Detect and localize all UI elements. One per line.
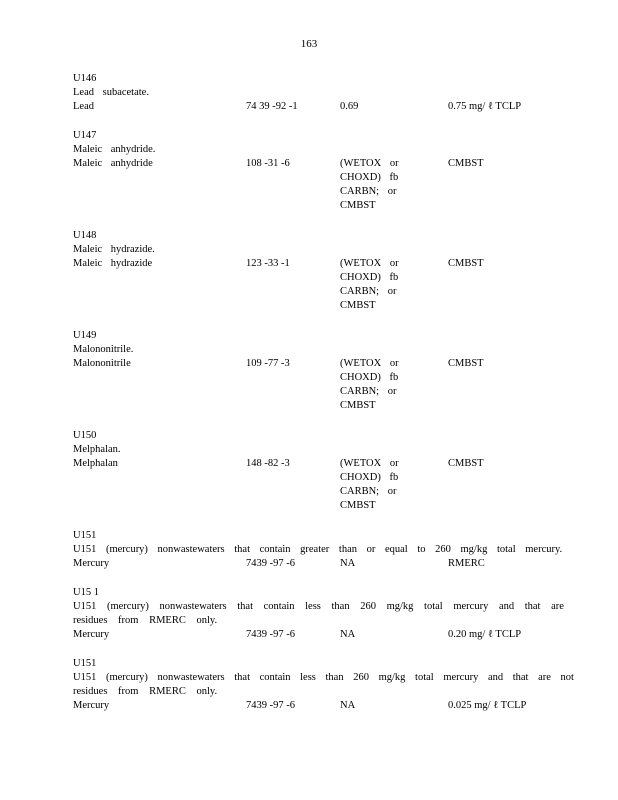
constituent-name: Mercury (73, 558, 110, 569)
waste-description-line-2: residues from RMERC only. (73, 686, 218, 697)
waste-description: U151 (mercury) nonwastewaters that contain greater than or equal to 260 mg/kg total mercury. (73, 544, 563, 555)
constituent-row (73, 100, 553, 114)
wastewater-standard: NA (340, 558, 356, 569)
nonwastewater-standard: 0.75 mg/ ℓ TCLP (448, 101, 522, 112)
wastewater-standard: (WETOX or CHOXD) fb CARBN; or CMBST (340, 158, 399, 211)
wastewater-standard: 0.69 (340, 101, 359, 112)
waste-entry-u146 (73, 72, 553, 114)
cas-number: 7439 -97 -6 (246, 700, 295, 711)
waste-description: Melphalan. (73, 444, 121, 455)
page-number: 163 (300, 38, 318, 50)
waste-code: U151 (73, 658, 97, 669)
waste-entry-u151-not-rmerc-residues (73, 657, 574, 713)
cas-number: 123 -33 -1 (246, 258, 290, 269)
cas-number: 108 -31 -6 (246, 158, 290, 169)
constituent-name: Melphalan (73, 458, 118, 469)
constituent-row (73, 628, 553, 642)
waste-entry-u149 (73, 329, 553, 413)
waste-code: U149 (73, 330, 97, 341)
nonwastewater-standard: CMBST (448, 358, 484, 369)
cas-number: 109 -77 -3 (246, 358, 290, 369)
waste-code: U150 (73, 430, 97, 441)
nonwastewater-standard: 0.20 mg/ ℓ TCLP (448, 629, 522, 640)
waste-entry-u147 (73, 129, 553, 213)
constituent-name: Maleic hydrazide (73, 258, 153, 269)
waste-code: U151 (73, 530, 97, 541)
constituent-row (73, 157, 553, 213)
wastewater-standard: NA (340, 700, 356, 711)
constituent-row (73, 457, 553, 513)
waste-code: U146 (73, 73, 97, 84)
waste-code: U148 (73, 230, 97, 241)
wastewater-standard: (WETOX or CHOXD) fb CARBN; or CMBST (340, 358, 399, 411)
nonwastewater-standard: CMBST (448, 458, 484, 469)
cas-number: 74 39 -92 -1 (246, 101, 298, 112)
waste-entry-u151-rmerc-residues (73, 586, 564, 642)
waste-description: Lead subacetate. (73, 87, 149, 98)
wastewater-standard: (WETOX or CHOXD) fb CARBN; or CMBST (340, 458, 399, 511)
waste-code: U147 (73, 130, 97, 141)
waste-description-line-1: U151 (mercury) nonwastewaters that contain less than 260 mg/kg total mercury and that are (73, 601, 564, 612)
nonwastewater-standard: CMBST (448, 158, 484, 169)
waste-code: U15 1 (73, 587, 99, 598)
constituent-row (73, 357, 553, 413)
waste-entry-u150 (73, 429, 553, 513)
waste-description: Malononitrile. (73, 344, 134, 355)
waste-description: Maleic anhydride. (73, 144, 156, 155)
wastewater-standard: NA (340, 629, 356, 640)
nonwastewater-standard: RMERC (448, 558, 485, 569)
waste-description-line-2: residues from RMERC only. (73, 615, 218, 626)
cas-number: 7439 -97 -6 (246, 629, 295, 640)
waste-description-line-1: U151 (mercury) nonwastewaters that contain less than 260 mg/kg total mercury and that are not (73, 672, 574, 683)
waste-entry-u151-high-mercury (73, 529, 563, 571)
wastewater-standard: (WETOX or CHOXD) fb CARBN; or CMBST (340, 258, 399, 311)
cas-number: 7439 -97 -6 (246, 558, 295, 569)
constituent-name: Lead (73, 101, 94, 112)
nonwastewater-standard: CMBST (448, 258, 484, 269)
waste-entry-u148 (73, 229, 553, 313)
nonwastewater-standard: 0.025 mg/ ℓ TCLP (448, 700, 527, 711)
constituent-name: Malononitrile (73, 358, 131, 369)
constituent-name: Mercury (73, 629, 110, 640)
constituent-row (73, 699, 553, 713)
cas-number: 148 -82 -3 (246, 458, 290, 469)
constituent-name: Mercury (73, 700, 110, 711)
waste-description: Maleic hydrazide. (73, 244, 155, 255)
constituent-name: Maleic anhydride (73, 158, 153, 169)
constituent-row (73, 257, 553, 313)
constituent-row (73, 557, 553, 571)
